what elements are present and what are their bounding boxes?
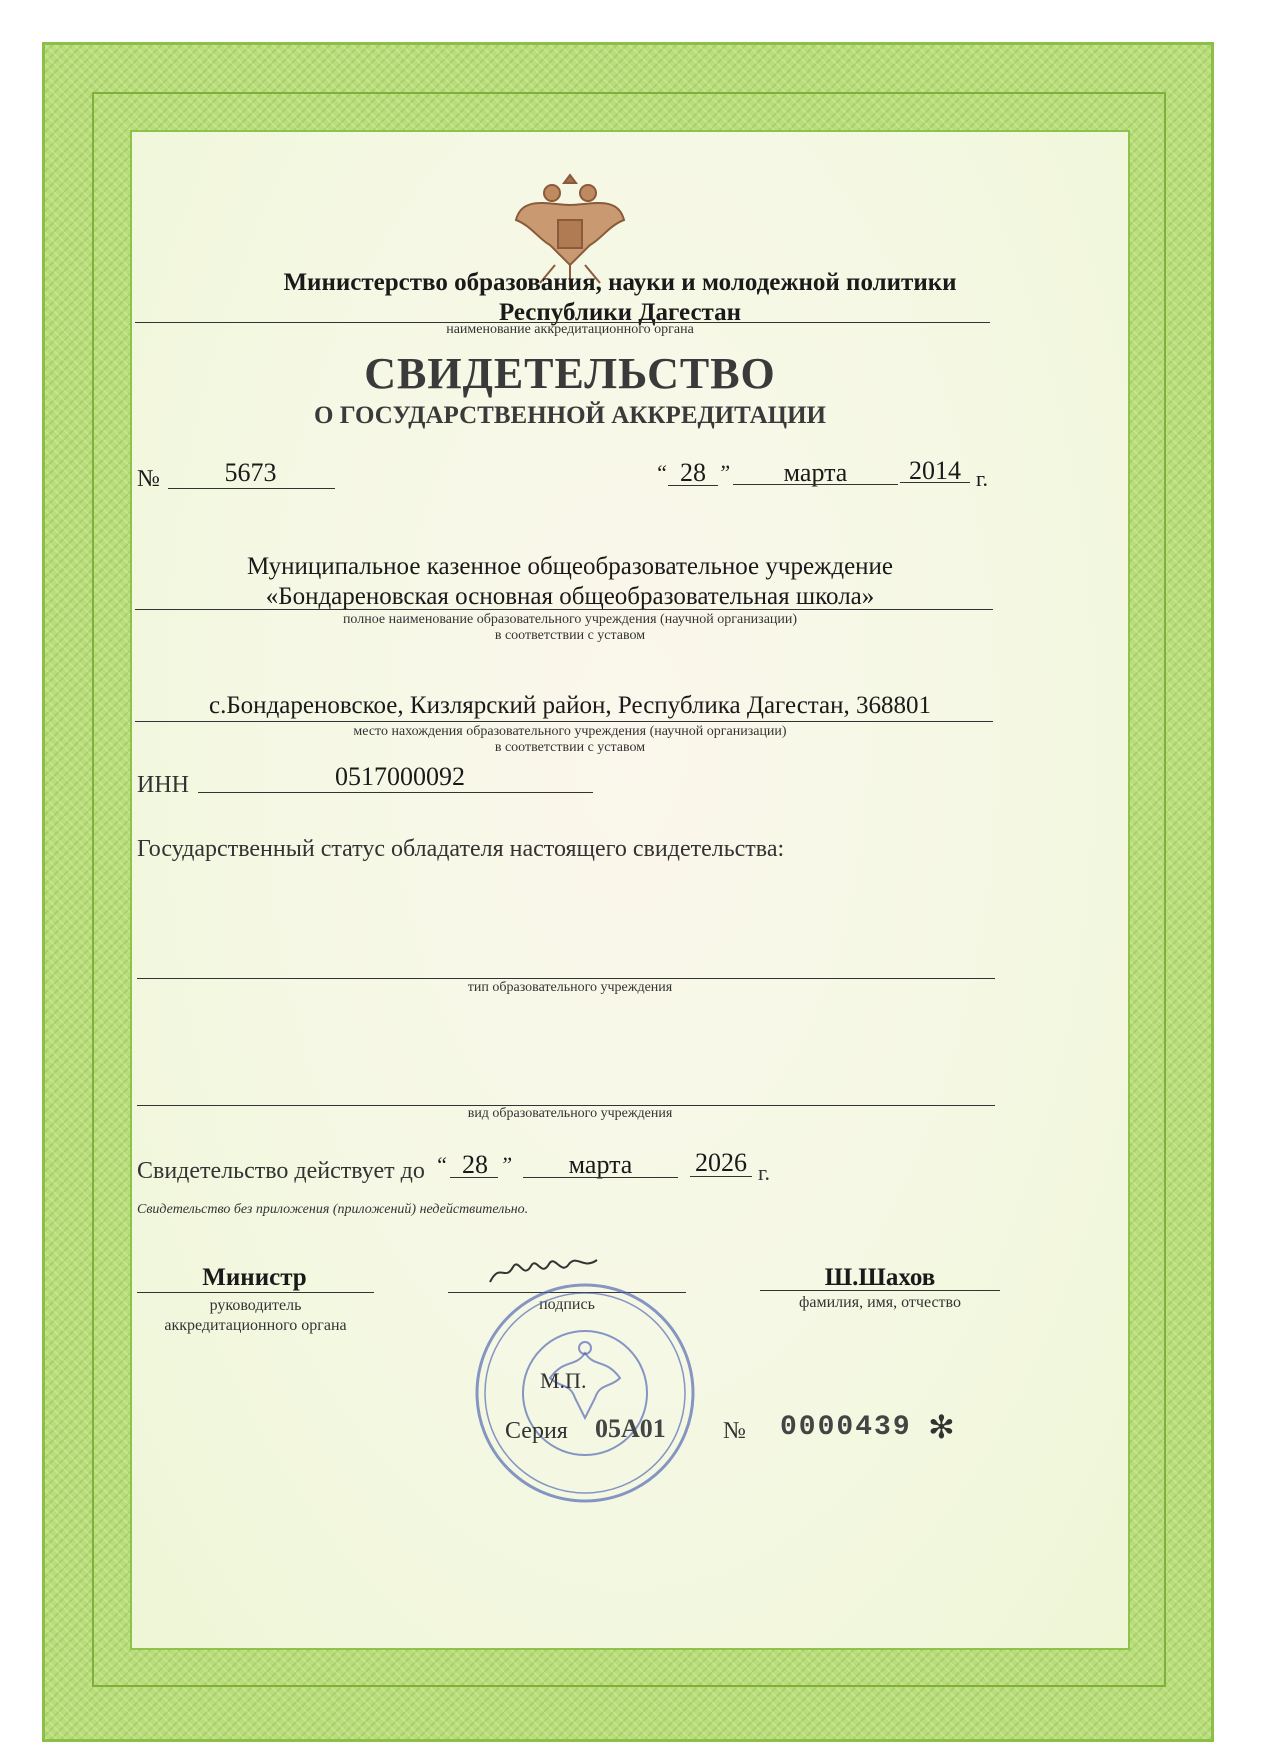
address-caption-line-2: в соответствии с уставом — [494, 740, 646, 755]
seal-place-label: М.П. — [540, 1368, 587, 1393]
registration-year: 2014 — [909, 456, 961, 485]
certificate-subtitle: О ГОСУДАРСТВЕННОЙ АККРЕДИТАЦИИ — [314, 402, 826, 429]
institution-name-line-1: Муниципальное казенное общеобразовательное учреждение — [246, 553, 894, 580]
institution-caption — [135, 612, 1005, 644]
institution-underline — [135, 609, 993, 610]
open-quote: “ — [655, 460, 668, 485]
validity-year-suffix: г. — [758, 1160, 771, 1185]
validity-month-underline — [523, 1177, 678, 1178]
year-underline — [900, 482, 970, 483]
validity-month: марта — [568, 1150, 633, 1179]
validity-note: Свидетельство без приложения (приложений) недействительно. — [137, 1202, 529, 1217]
series-value: 05А01 — [595, 1414, 666, 1443]
institution-caption-line-2: в соответствии с уставом — [494, 628, 646, 643]
validity-open-quote: “ — [435, 1152, 448, 1177]
address-underline — [135, 721, 993, 722]
series-label: Серия — [505, 1418, 568, 1444]
type-underline — [137, 978, 995, 979]
month-underline — [733, 484, 898, 485]
number-underline — [168, 488, 335, 489]
address-caption-line-1: место нахождения образовательного учреждения (научной организации) — [353, 724, 787, 739]
registration-number: 5673 — [224, 458, 277, 487]
ministry-caption: наименование аккредитационного органа — [446, 322, 694, 337]
position-caption — [137, 1296, 374, 1336]
institution-name-line-2: «Бондареновская основная общеобразовательная школа» — [265, 583, 875, 610]
series-asterisk-mark: ✻ — [928, 1409, 955, 1445]
position-caption-line-1: руководитель — [209, 1297, 302, 1314]
validity-label: Свидетельство действует до — [137, 1158, 425, 1184]
ministry-name — [135, 268, 1105, 328]
ministry-line-1: Министерство образования, науки и молодежной политики — [283, 269, 957, 296]
ministry-line-2: Республики Дагестан — [498, 299, 742, 326]
kind-caption: вид образовательного учреждения — [467, 1106, 673, 1121]
inn-value: 0517000092 — [335, 762, 465, 791]
number-prefix: № — [137, 466, 160, 492]
validity-day-underline — [450, 1177, 498, 1178]
registration-month: марта — [783, 458, 848, 487]
validity-close-quote: ” — [500, 1152, 513, 1177]
series-number-prefix: № — [723, 1418, 746, 1444]
inn-underline — [198, 792, 593, 793]
validity-year: 2026 — [695, 1148, 747, 1177]
series-number: 0000439 — [780, 1412, 912, 1443]
signatory-caption: фамилия, имя, отчество — [799, 1294, 961, 1311]
registration-day: 28 — [680, 458, 706, 487]
day-underline — [668, 485, 718, 486]
status-label: Государственный статус обладателя настоящего свидетельства: — [137, 836, 785, 862]
close-quote: ” — [718, 460, 731, 485]
inn-label: ИНН — [137, 772, 189, 798]
position-caption-line-2: аккредитационного органа — [164, 1317, 347, 1334]
certificate-title: СВИДЕТЕЛЬСТВО — [364, 349, 776, 398]
signature-caption: подпись — [539, 1296, 595, 1313]
validity-day: 28 — [462, 1150, 488, 1179]
year-suffix: г. — [976, 466, 989, 491]
type-caption: тип образовательного учреждения — [467, 980, 673, 995]
address-caption — [135, 724, 1005, 756]
position-title: Министр — [202, 1264, 307, 1291]
institution-caption-line-1: полное наименование образовательного учреждения (научной организации) — [342, 612, 798, 627]
signatory-underline — [760, 1290, 1000, 1291]
signatory-name: Ш.Шахов — [824, 1264, 936, 1291]
institution-address: с.Бондареновское, Кизлярский район, Республика Дагестан, 368801 — [208, 692, 931, 719]
institution-name — [135, 552, 1005, 612]
validity-year-underline — [690, 1176, 752, 1177]
position-underline — [137, 1292, 374, 1293]
